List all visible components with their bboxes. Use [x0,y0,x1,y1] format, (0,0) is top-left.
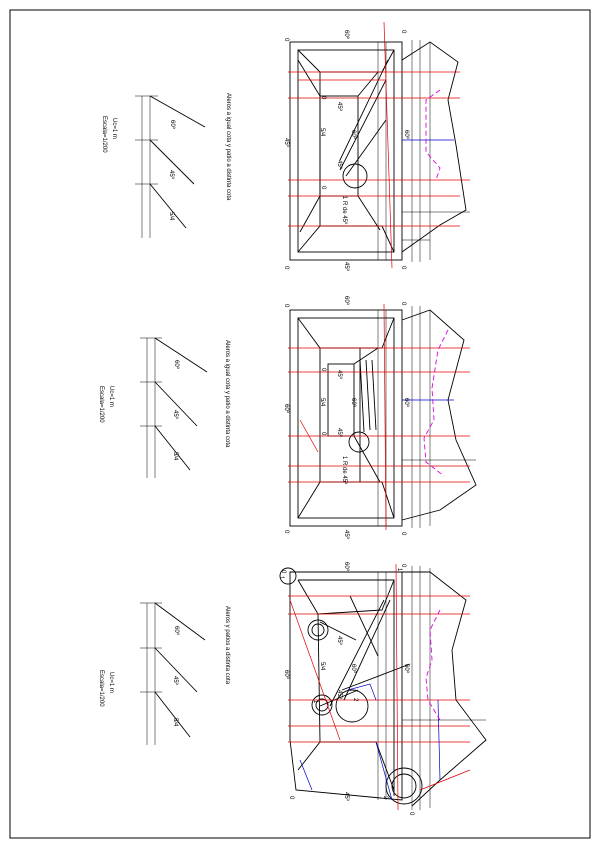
scale-ratio-1: Escala=1/200 [101,116,107,153]
panel-1 [101,22,470,272]
panel-2 [98,296,476,540]
slope-label-54: 5/4 [172,452,178,461]
plan3-mark-1c: 1 [312,700,318,704]
plan1-label-side-60: 60º [403,130,409,139]
roof-plan-2 [283,296,476,540]
plan1-label-bottom-left: 0 [283,266,289,270]
plan2-label-bottom-mid: 45º [343,530,349,539]
plan3-label-in-60: 60º [350,664,356,673]
plan2-label-in-54: 5/4 [319,398,325,407]
slope-label-54: 5/4 [168,212,174,221]
caption-3: Aleros y patios a distinta cota [224,606,230,685]
slope-label-45: 45º [168,170,174,179]
plan2-label-top-left: 0 [283,304,289,308]
roof-plan-1 [283,22,470,272]
plan3-label-in-54: 5/4 [319,662,325,671]
slope-label-54: 5/4 [172,718,178,727]
plan3-label-side-60: 60º [403,664,409,673]
plan2-label-left-mid: 60º [283,404,289,413]
plan2-note: 1 R de 45º [341,456,347,485]
caption-1: Aleros a igual cota y patio a distinta cota [225,93,231,201]
plan2-zero-a: 0 [320,368,326,372]
plan1-label-left-mid: 45º [283,138,289,147]
plan3-zero-a: 1 [278,576,284,580]
scale-ratio-2: Escala=1/200 [98,386,104,423]
plan3-label-top-mid: 60º [343,562,349,571]
scale-unit-1: Uc=1 m [111,118,117,139]
plan1-label-in-60: 60º [350,130,356,139]
plan3-label-bottom-mid: 45º [343,792,349,801]
roof-plan-3 [278,562,486,816]
plan2-zero-b: 0 [320,432,326,436]
plan1-label-bottom-mid: 45º [343,262,349,271]
slope-label-45: 45º [172,410,178,419]
slope-diagram-2 [140,338,207,478]
panel-3 [98,562,486,816]
plan3-mark-2b: 2 [382,796,388,800]
plan2-label-bottom-right: 0 [400,532,406,536]
plan3-label-bottom-right: 0 [408,812,414,816]
plan2-label-top-mid: 60º [343,296,349,305]
slope-diagram-3 [140,603,205,745]
plan2-label-in-45a: 45º [336,370,342,379]
caption-2: Aleros a igual cota y patio a distinta cota [224,340,230,448]
sheet-border [10,10,590,838]
plan3-label-top-left: 0 [280,570,286,574]
scale-unit-2: Uc=1 m [108,386,114,407]
plan1-label-in-45b: 45º [336,160,342,169]
plan2-label-in-60: 60º [350,398,356,407]
plan3-label-left-mid: 60º [283,670,289,679]
plan2-label-bottom-left: 0 [283,530,289,534]
plan1-zero-a: 0 [320,96,326,100]
scale-unit-3: Uc=1 m [108,672,114,693]
plan2-label-top-right: 0 [400,302,406,306]
slope-label-45: 45º [172,676,178,685]
plan3-label-in-45b: 45º [336,690,342,699]
slope-diagram-1 [135,96,205,238]
slope-label-60: 60º [173,360,179,369]
plan1-label-top-left: 0 [283,38,289,42]
slope-label-60: 60º [173,626,179,635]
scale-ratio-3: Escala=1/200 [98,670,104,707]
plan3-mark-2a: 2 [352,698,358,702]
plan2-label-in-45b: 45º [336,428,342,437]
plan1-label-in-54: 5/4 [319,128,325,137]
plan3-label-bottom-left: 0 [288,796,294,800]
plan1-label-top-mid: 60º [343,30,349,39]
plan3-zero-b: 1 [396,568,402,572]
plan1-label-bottom-right: 0 [400,266,406,270]
plan3-label-in-45a: 45º [336,636,342,645]
plan1-label-top-right: 0 [400,30,406,34]
plan2-label-side-60: 60º [403,398,409,407]
plan1-note: 1 R de 45º [341,196,347,225]
plan1-zero-b: 0 [320,186,326,190]
plan3-label-top-right: 0 [400,564,406,568]
slope-label-60: 60º [169,120,175,129]
plan1-label-in-45a: 45º [336,102,342,111]
